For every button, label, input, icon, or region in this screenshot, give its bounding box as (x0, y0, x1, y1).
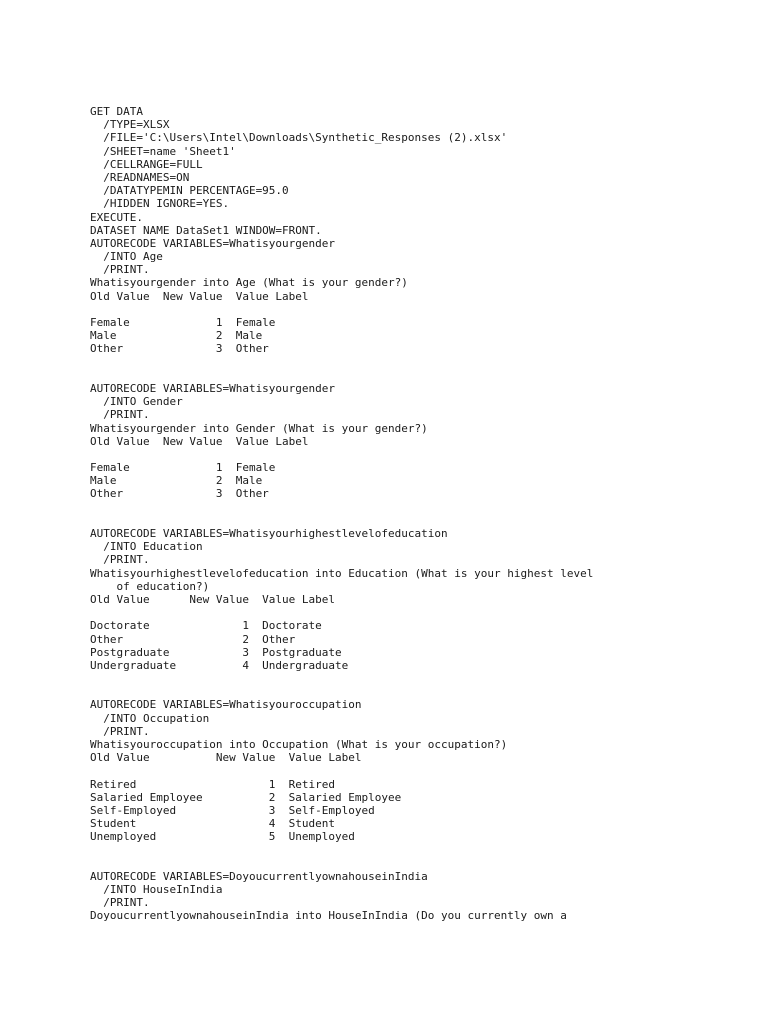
text-line (90, 685, 750, 698)
text-line: Whatisyouroccupation into Occupation (What is your occupation?) (90, 738, 508, 751)
text-line: AUTORECODE VARIABLES=Whatisyourgender (90, 236, 336, 250)
text-line: /INTO Education (90, 540, 203, 554)
text-line: /PRINT. (90, 263, 150, 277)
text-line: Male 2 Male (90, 474, 263, 488)
text-line: Student 4 Student (90, 817, 336, 831)
text-line: Undergraduate 4 Undergraduate (90, 658, 349, 672)
text-line: Salaried Employee 2 Salaried Employee (90, 790, 402, 804)
text-line: of education?) (90, 579, 210, 593)
text-line: /PRINT. (90, 553, 150, 567)
text-line: /INTO Age (90, 250, 163, 264)
text-line: Self-Employed 3 Self-Employed (90, 803, 375, 817)
text-line (90, 501, 750, 514)
text-line (90, 448, 750, 461)
text-line: /SHEET=name 'Sheet1' (90, 144, 236, 158)
text-line: Doctorate 1 Doctorate (90, 619, 322, 633)
text-line: /PRINT. (90, 408, 150, 422)
text-line: /CELLRANGE=FULL (90, 157, 203, 171)
text-line (90, 356, 750, 369)
text-line: EXECUTE. (90, 210, 143, 224)
text-line: Old Value New Value Value Label (90, 751, 362, 765)
text-line: /INTO HouseInIndia (90, 883, 223, 897)
text-line (90, 369, 750, 382)
text-line: /INTO Occupation (90, 711, 210, 725)
text-line: /HIDDEN IGNORE=YES. (90, 197, 230, 211)
text-line: AUTORECODE VARIABLES=Whatisyourhighestlevelofeducation (90, 527, 448, 540)
text-line: Retired 1 Retired (90, 777, 336, 791)
text-line: /INTO Gender (90, 395, 183, 409)
text-line: Whatisyourgender into Gender (What is your gender?) (90, 421, 428, 435)
text-line: AUTORECODE VARIABLES=DoyoucurrentlyownahouseinIndia (90, 869, 428, 883)
text-line: Other 3 Other (90, 487, 269, 501)
text-line: AUTORECODE VARIABLES=Whatisyourgender (90, 381, 336, 395)
text-line: Whatisyourgender into Age (What is your gender?) (90, 276, 408, 290)
text-line: Male 2 Male (90, 329, 263, 343)
text-line: Old Value New Value Value Label (90, 289, 309, 303)
text-line: /TYPE=XLSX (90, 118, 170, 132)
text-line: /READNAMES=ON (90, 170, 190, 184)
text-line (90, 303, 750, 316)
syntax-output-text (90, 105, 750, 923)
text-line: Postgraduate 3 Postgraduate (90, 645, 342, 659)
text-line: /PRINT. (90, 896, 150, 910)
text-line: Other 3 Other (90, 342, 269, 356)
text-line: DoyoucurrentlyownahouseinIndia into HouseInIndia (Do you currently own a (90, 909, 567, 923)
text-line: AUTORECODE VARIABLES=Whatisyouroccupation (90, 698, 362, 712)
text-line (90, 844, 750, 857)
text-line (90, 606, 750, 619)
text-line (90, 857, 750, 870)
text-line: Old Value New Value Value Label (90, 434, 309, 448)
text-line: DATASET NAME DataSet1 WINDOW=FRONT. (90, 223, 322, 237)
text-line: GET DATA (90, 105, 143, 118)
text-line: Female 1 Female (90, 316, 276, 329)
text-line (90, 514, 750, 527)
text-line: Unemployed 5 Unemployed (90, 830, 355, 844)
text-line: Whatisyourhighestlevelofeducation into Education (What is your highest level (90, 566, 594, 580)
text-line: /FILE='C:\Users\Intel\Downloads\Synthetic_Responses (2).xlsx' (90, 131, 508, 145)
text-line: /DATATYPEMIN PERCENTAGE=95.0 (90, 184, 289, 198)
text-line: Old Value New Value Value Label (90, 592, 336, 606)
text-line: Female 1 Female (90, 461, 276, 475)
text-line: /PRINT. (90, 724, 150, 738)
text-line (90, 672, 750, 685)
text-line (90, 764, 750, 777)
text-line: Other 2 Other (90, 632, 296, 646)
